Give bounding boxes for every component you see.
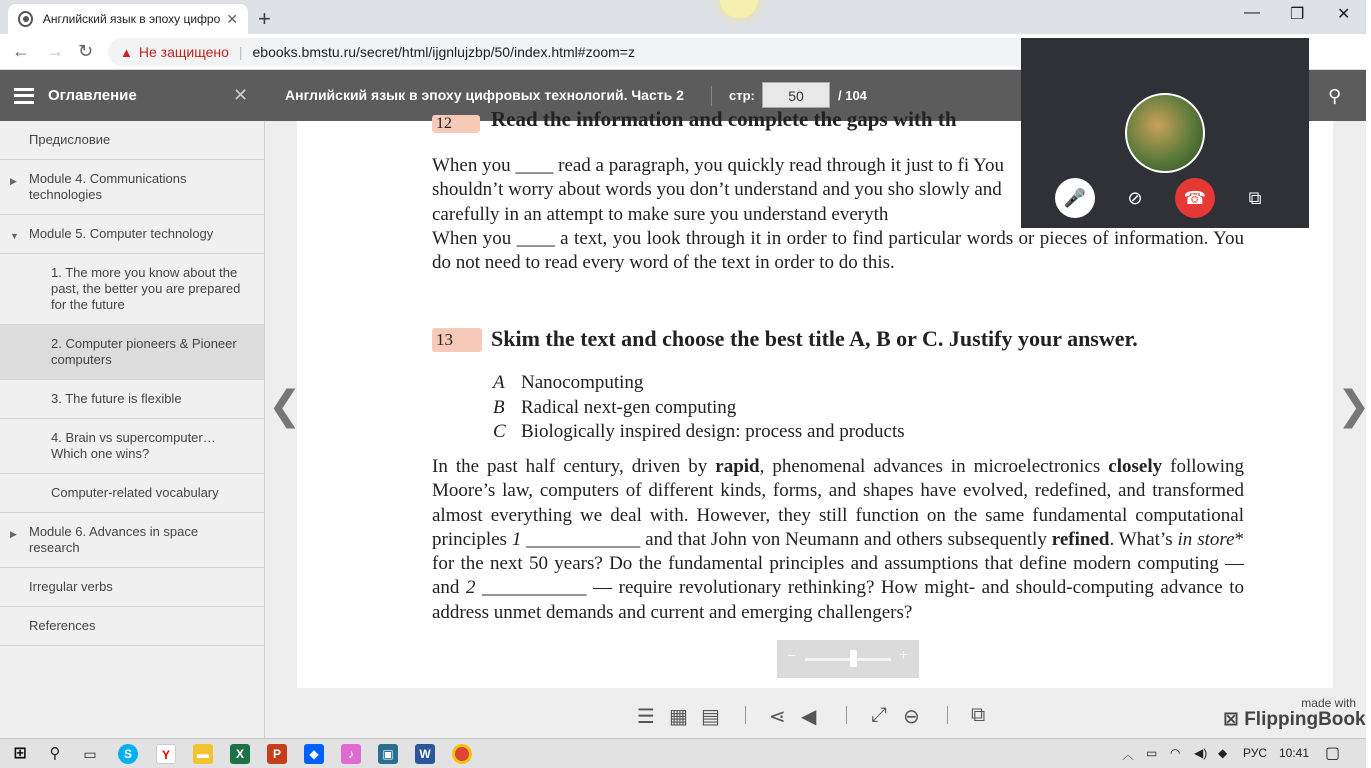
list-icon: [14, 88, 34, 104]
popout-icon[interactable]: ⧉: [1248, 187, 1262, 208]
volume-icon[interactable]: ◀): [1194, 746, 1208, 760]
paragraph-2: When you ____ a text, you look through it in order to find particular words or pieces of information. You do not need to read every word of the text in order to do this.: [432, 228, 1244, 274]
language-indicator[interactable]: РУС: [1243, 746, 1268, 760]
warning-icon: ▲: [120, 44, 133, 60]
zoom-in-icon[interactable]: +: [899, 647, 909, 664]
back-icon[interactable]: ←: [12, 41, 30, 61]
thumbnails-icon[interactable]: ▦: [669, 706, 688, 728]
notes-icon[interactable]: ▤: [701, 706, 720, 728]
toc-header[interactable]: [0, 70, 265, 121]
toc-item-label: Computer-related vocabulary: [51, 485, 219, 500]
toc-item-lesson-2[interactable]: [0, 325, 264, 380]
share-icon[interactable]: ⋖: [769, 706, 786, 728]
url-text[interactable]: ebooks.bmstu.ru/secret/html/ijgnlujzbp/50/index.html#zoom=z: [252, 44, 635, 60]
dropbox-icon[interactable]: ◆: [304, 744, 324, 764]
windows-start-icon[interactable]: ⊞: [13, 745, 27, 762]
powerpoint-icon[interactable]: P: [267, 744, 287, 764]
title-options: [493, 371, 905, 445]
toc-item-module-5[interactable]: [0, 215, 264, 254]
windows-taskbar: [0, 738, 1366, 768]
browser-tab-bar: [0, 0, 1366, 34]
text-run: ____________ and that John von Neumann and others subsequently: [521, 528, 1052, 550]
option-text: Biologically inspired design: process and products: [521, 421, 905, 442]
hang-up-icon[interactable]: ☎: [1175, 178, 1215, 218]
italic-phrase: in store: [1177, 528, 1235, 550]
clock[interactable]: 10:41: [1279, 746, 1310, 760]
reload-icon[interactable]: ↻: [78, 41, 94, 61]
text-run: * for the next 50 years? Do the fundamental principles and assumptions that define modern computing — and: [432, 528, 1245, 599]
page-label: стр:: [729, 88, 755, 103]
wifi-icon[interactable]: ◠: [1170, 746, 1181, 760]
zoom-handle[interactable]: [850, 650, 857, 667]
app-icon[interactable]: ▣: [378, 744, 398, 764]
option-b: [493, 396, 905, 421]
option-c: [493, 420, 905, 445]
book-title: Английский язык в эпоху цифровых технологий. Часть 2: [285, 87, 684, 103]
text-run: following Moore’s law, computers of different kinds, forms, and shapes have evolved, redefined, and transformed almost everything we deal with. However, they still function on the same fundamental computational principles: [432, 456, 1245, 550]
toc-item-irregular-verbs[interactable]: [0, 568, 264, 607]
gap-number: 1: [511, 528, 522, 550]
exercise-number: 12: [436, 115, 452, 132]
divider: [846, 706, 847, 724]
forward-icon[interactable]: →: [46, 41, 64, 61]
itunes-icon[interactable]: ♪: [341, 744, 361, 764]
toc-item-module-4[interactable]: [0, 160, 264, 215]
text-run: . What’s: [1109, 528, 1178, 550]
toc-title: Оглавление: [48, 87, 137, 104]
microphone-icon[interactable]: 🎤: [1055, 178, 1095, 218]
notifications-icon[interactable]: ▢: [1325, 745, 1341, 762]
search-icon[interactable]: ⚲: [1328, 86, 1342, 106]
exercise-number-badge: 13: [432, 328, 482, 352]
bold-word: rapid: [715, 456, 760, 477]
sound-icon[interactable]: ◀: [801, 706, 817, 728]
chevron-right-icon[interactable]: ▶: [10, 529, 17, 539]
excel-icon[interactable]: X: [230, 744, 250, 764]
option-a: [493, 371, 905, 396]
toc-item-label: 3. The future is flexible: [51, 391, 182, 406]
divider: |: [238, 44, 243, 60]
zoom-slider[interactable]: [777, 640, 919, 678]
toc-item-references[interactable]: [0, 607, 264, 646]
search-icon[interactable]: ⚲: [49, 745, 61, 762]
chevron-down-icon[interactable]: ▼: [10, 231, 19, 241]
divider: [745, 706, 746, 724]
divider: [947, 706, 948, 724]
page-number-input[interactable]: 50: [762, 82, 830, 108]
yandex-icon[interactable]: Y: [156, 744, 176, 764]
bold-word: closely: [1108, 456, 1163, 477]
globe-icon: [18, 11, 33, 27]
exercise-13-title: Skim the text and choose the best title A, B or C. Justify your answer.: [491, 326, 1138, 351]
battery-icon[interactable]: ▭: [1146, 746, 1158, 760]
option-letter: C: [493, 421, 506, 442]
toc-item-preface[interactable]: [0, 121, 264, 160]
divider: [711, 86, 712, 106]
gap-number: 2: [465, 577, 476, 599]
flippingbook-logo[interactable]: [1223, 708, 1366, 731]
close-tab-icon[interactable]: ✕: [226, 10, 238, 27]
made-with-label: made with: [1301, 696, 1356, 710]
text-run: In the past half century, driven by: [432, 456, 716, 477]
bottom-toolbar: [265, 696, 1366, 738]
toc-list-icon[interactable]: ☰: [637, 706, 655, 728]
option-letter: B: [493, 396, 505, 418]
toc-item-label: 1. The more you know about the past, the better you are prepared for the future: [51, 265, 241, 312]
option-text: Radical next-gen computing: [521, 396, 737, 418]
close-toc-icon[interactable]: ✕: [233, 85, 249, 105]
close-window-icon[interactable]: ✕: [1337, 6, 1351, 23]
bold-word: refined: [1051, 528, 1110, 550]
tab-title: Английский язык в эпоху цифро: [42, 12, 221, 26]
video-call-window[interactable]: [1021, 38, 1309, 228]
caller-avatar: [1125, 93, 1205, 173]
toc-item-label: Module 5. Computer technology: [29, 226, 214, 241]
toc-sidebar: [0, 121, 265, 738]
toc-item-label: Module 4. Communications technologies: [29, 171, 187, 202]
brand-name: FlippingBook: [1244, 709, 1366, 730]
toc-item-module-6[interactable]: [0, 513, 264, 568]
exercise-number-badge: [432, 115, 480, 133]
toc-item-vocabulary[interactable]: [0, 474, 264, 513]
zoom-track[interactable]: [805, 658, 891, 661]
toc-item-lesson-3[interactable]: [0, 380, 264, 419]
book-icon: ⊠: [1223, 709, 1245, 730]
fullscreen-icon[interactable]: ⤢: [871, 704, 887, 726]
option-letter: A: [493, 372, 505, 393]
toc-item-lesson-1[interactable]: [0, 254, 264, 325]
camera-off-icon[interactable]: ⊘: [1127, 187, 1143, 208]
page-total: / 104: [838, 88, 867, 103]
restore-icon[interactable]: ❐: [1290, 6, 1305, 23]
next-page-icon[interactable]: ❯: [1337, 383, 1371, 429]
toc-item-label: Предисловие: [29, 132, 111, 147]
task-view-icon[interactable]: ▭: [83, 746, 97, 762]
word-icon[interactable]: W: [415, 744, 435, 764]
text-run: ___________ — require revolutionary rethinking? How might- and should-computing advance to address unmet demands and current and emerging challengers?: [432, 577, 1244, 623]
minimize-icon[interactable]: —: [1244, 4, 1260, 21]
browser-tab[interactable]: [8, 4, 248, 34]
option-text: Nanocomputing: [521, 372, 644, 393]
chrome-icon[interactable]: [452, 744, 472, 764]
skype-icon[interactable]: S: [118, 744, 138, 764]
zoom-out-icon[interactable]: ⊖: [903, 706, 920, 728]
text-run: , phenomenal advances in microelectronics: [759, 456, 1109, 477]
not-secure-label[interactable]: Не защищено: [138, 44, 229, 60]
new-tab-icon[interactable]: +: [258, 6, 271, 31]
main-paragraph: [432, 455, 1244, 625]
paragraph-1: When you ____ read a paragraph, you quickly read through it just to fi You shouldn’t worry about words you don’t understand and you sho slowly and carefully in an attempt to make sure you understand everyth: [432, 155, 1004, 225]
omnibox[interactable]: [108, 38, 1038, 66]
toc-item-label: 4. Brain vs supercomputer… Which one wins?: [51, 430, 216, 461]
file-explorer-icon[interactable]: ▬: [193, 744, 213, 764]
toc-item-label: 2. Computer pioneers & Pioneer computers: [51, 336, 237, 367]
previous-page-icon[interactable]: ❮: [268, 383, 302, 429]
lamp-decoration: [720, 0, 758, 18]
toc-item-label: References: [29, 618, 96, 633]
dropbox-tray-icon[interactable]: ◆: [1218, 746, 1228, 760]
toc-item-lesson-4[interactable]: [0, 419, 264, 474]
chevron-up-icon[interactable]: ︿: [1122, 748, 1135, 762]
exercise-12-title: Read the information and complete the gaps with th: [491, 107, 957, 131]
slideshow-icon[interactable]: ⧉: [971, 704, 986, 726]
zoom-out-icon[interactable]: −: [787, 648, 797, 665]
chevron-right-icon[interactable]: ▶: [10, 176, 17, 186]
toc-item-label: Module 6. Advances in space research: [29, 524, 199, 555]
toc-item-label: Irregular verbs: [29, 579, 113, 594]
